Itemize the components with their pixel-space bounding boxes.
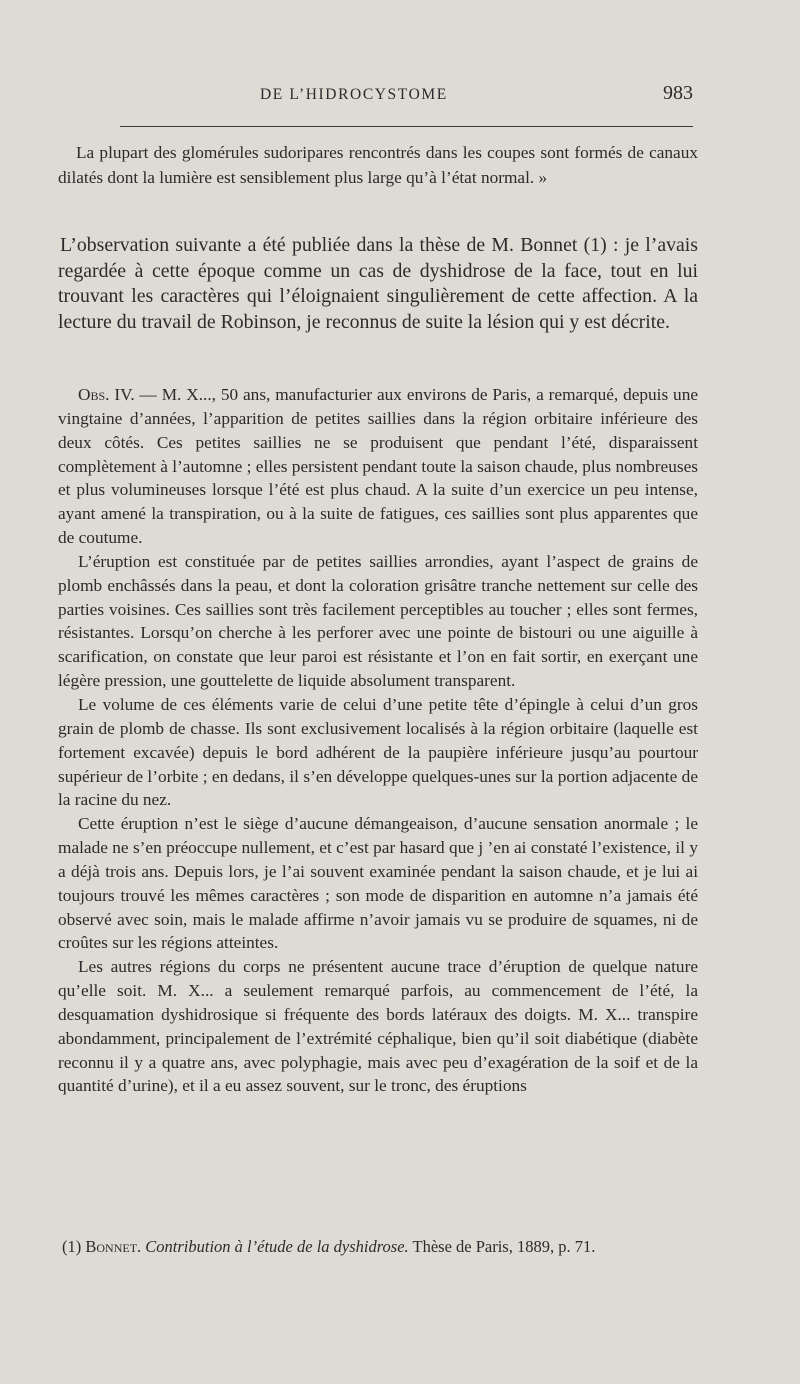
observation-first-paragraph (58, 383, 698, 550)
footnote-marker: (1) (62, 1237, 86, 1256)
observation-label: Obs. IV. (78, 385, 135, 404)
observation-paragraph-3: Le volume de ces éléments varie de celui d’une petite tête d’épingle à celui d’un gros grain de plomb de chasse. Ils sont exclusivement localisés à la région orbitaire (laquelle est fortement excavée) depuis le bord adhérent de la paupière inférieure jusqu’au pourtour supérieur de l’orbite ; en dedans, il s’en développe quelques-unes sur la portion adjacente de la racine du nez. (58, 694, 698, 810)
paragraph-2: L’observation suivante a été publiée dans la thèse de M. Bonnet (1) : je l’avais regardée à cette époque comme un cas de dyshidrose de la face, tout en lui trouvant les caractères qui l’éloignaient singulièrement de cette affection. A la lecture du travail de Robinson, je reconnus de suite la lésion qui y est décrite. (58, 234, 698, 333)
observation-block (58, 383, 698, 1098)
footnote-rest: Thèse de Paris, 1889, p. 71. (408, 1237, 596, 1256)
observation-paragraph-4: Cette éruption n’est le siège d’aucune démangeaison, d’aucune sensation anormale ; le malade ne s’en préoccupe nullement, et c’est par hasard que j ’en ai constaté l’existence, il y a déjà trois ans. Depuis lors, je l’ai souvent examinée pendant la saison chaude, et je lui ai toujours trouvé les mêmes caractères ; son mode de disparition en automne n’a jamais été observé avec soin, mais le malade affirme n’avoir jamais vu se produire de squames, ni de croûtes sur les régions atteintes. (58, 814, 698, 953)
intro-block (58, 233, 698, 335)
footnote (62, 1236, 702, 1258)
page-header (0, 82, 800, 112)
observation-dash: — (134, 385, 162, 404)
paragraph-1: La plupart des glomérules sudoripares rencontrés dans les coupes sont formés de canaux dilatés dont la lumière est sensiblement plus large qu’à l’état normal. » (58, 143, 698, 187)
header-rule (120, 126, 693, 127)
footnote-title: Contribution à l’étude de la dyshidrose. (145, 1237, 409, 1256)
page-number: 983 (663, 82, 693, 104)
quote-end-block (58, 141, 698, 190)
observation-paragraph-2: L’éruption est constituée par de petites saillies arrondies, ayant l’aspect de grains de plomb enchâssés dans la peau, et dont la coloration grisâtre tranche nettement sur celle des parties voisines. Ces saillies sont très facilement perceptibles au toucher ; elles sont fermes, résistantes. Lorsqu’on cherche à les perforer avec une pointe de bistouri ou une aiguille à scarification, on constate que leur paroi est résistante et l’on en fait sortir, en exerçant une légère pression, une gouttelette de liquide absolument transparent. (58, 551, 698, 691)
observation-first-text: M. X..., 50 ans, manufacturier aux environs de Paris, a remarqué, depuis une vingtaine d’années, l’apparition de petites saillies dans la région orbitaire inférieure des deux côtés. Ces petites saillies ne se produisent que pendant l’été, disparaissent complètement à l’automne ; elles persistent pendant toute la saison chaude, plus nombreuses et plus volumineuses lorsque l’été est plus chaud. A la suite d’un exercice un peu intense, ayant amené la transpiration, ou à la suite de fatigues, ces saillies sont plus apparentes que de coutume. (58, 385, 699, 548)
observation-paragraph-5: Les autres régions du corps ne présentent aucune trace d’éruption de quelque nature qu’elle soit. M. X... a seulement remarqué parfois, au commencement de l’été, la desquamation dyshidrosique si fréquente des bords latéraux des doigts. M. X... transpire abondamment, principalement de l’extrémité céphalique, bien qu’il soit diabétique (diabète reconnu il y a quatre ans, avec polyphagie, mais avec peu d’exagération de la soif et de la quantité d’urine), et il a eu assez souvent, sur le tronc, des éruptions (58, 957, 698, 1096)
footnote-author: Bonnet. (85, 1237, 142, 1256)
running-title: DE L’HIDROCYSTOME (260, 86, 448, 103)
